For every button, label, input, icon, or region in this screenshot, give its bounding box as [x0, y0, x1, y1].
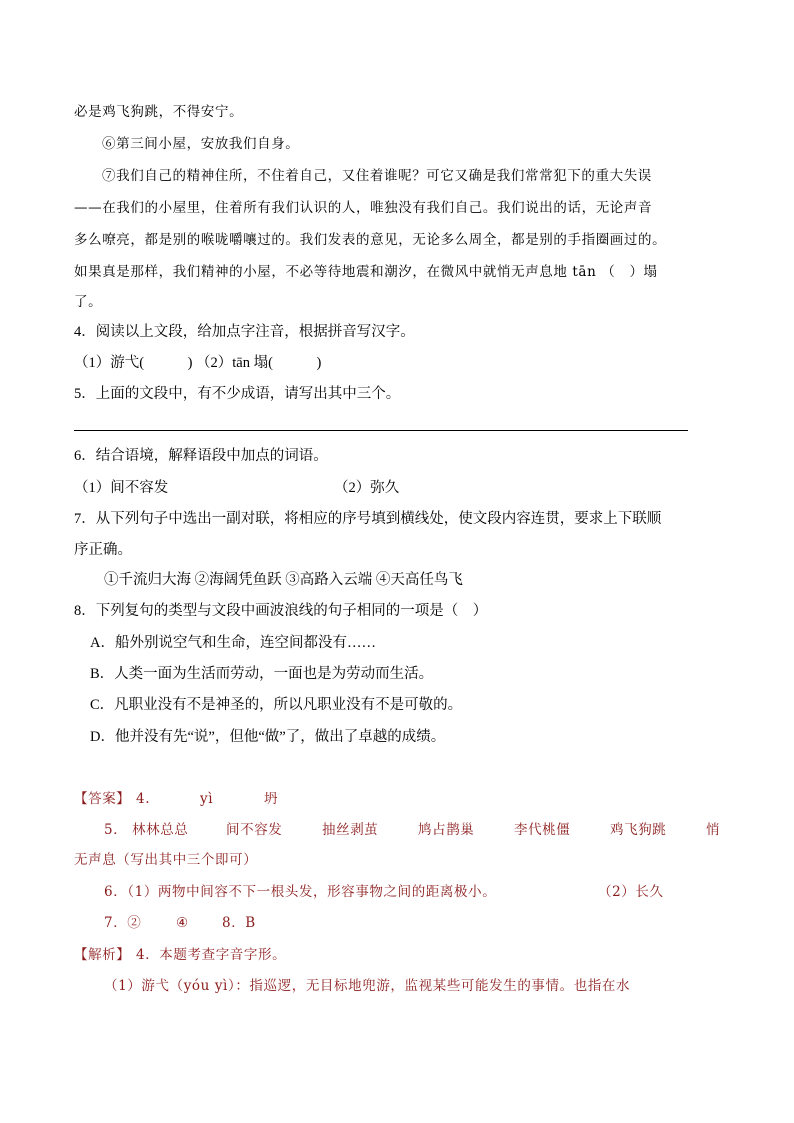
- question-8-option-b: B．人类一面为生活而劳动，一面也是为劳动而生活。: [90, 666, 434, 682]
- analysis-tag: 【解析】: [74, 947, 131, 963]
- passage-line: 了。: [74, 294, 103, 310]
- passage-line: 多么嘹亮，都是别的喉咙嚼嚷过的。我们发表的意见，无论多么周全，都是别的手指圈画过的。: [74, 232, 667, 248]
- passage-line: ⑦我们自己的精神住所，不住着自己，又住着谁呢？可它又确是我们常常犯下的重大失误: [102, 168, 652, 184]
- question-7: 7．从下列句子中选出一副对联，将相应的序号填到横线处，使文段内容连贯，要求上下联顺: [74, 511, 662, 527]
- question-7: 序正确。: [74, 542, 132, 558]
- question-6-item-a: （1）间不容发: [74, 480, 169, 496]
- answer-5-idiom: 抽丝剥茧: [322, 822, 379, 838]
- answer-5-idiom: 间不容发: [226, 822, 283, 838]
- answer-tag: 【答案】: [74, 791, 131, 807]
- question-6-item-b: （2）弥久: [334, 480, 400, 496]
- passage-line: 如果真是那样，我们精神的小屋，不必等待地震和潮汐，在微风中就悄无声息地 tān （ ）塌: [74, 264, 658, 280]
- answer-4-num: 4.: [136, 791, 151, 807]
- passage-line: ——在我们的小屋里，住着所有我们认识的人，唯独没有我们自己。我们说出的话，无论声音: [74, 200, 653, 216]
- answer-6: 6．（1）两物中间容不下一根头发，形容事物之间的距离极小。: [104, 884, 497, 900]
- question-8: 8．下列复句的类型与文段中画波浪线的句子相同的一项是（ ）: [74, 603, 488, 619]
- question-8-option-c: C．凡职业没有不是神圣的，所以凡职业没有不是可敬的。: [90, 697, 463, 713]
- passage-line: 必是鸡飞狗跳，不得安宁。: [74, 104, 244, 120]
- answer-5-idiom: 悄: [706, 822, 721, 838]
- answer-4-char: 坍: [264, 791, 279, 807]
- answer-7-b: ④: [176, 915, 189, 931]
- answer-7: 7．②: [104, 915, 142, 931]
- question-4: 4．阅读以上文段，给加点字注音，根据拼音写汉字。: [74, 324, 415, 340]
- answer-4-pinyin: yì: [200, 791, 214, 807]
- question-5: 5．上面的文段中，有不少成语，请写出其中三个。: [74, 386, 401, 402]
- answer-6-b: （2）长久: [598, 884, 664, 900]
- answer-line: [74, 430, 688, 431]
- answer-5-idiom: 鸠占鹊巢: [418, 822, 475, 838]
- answer-5-cont: 无声息（写出其中三个即可）: [74, 852, 258, 868]
- answer-5-idiom: 李代桃僵: [514, 822, 571, 838]
- answer-8: 8．B: [222, 915, 256, 931]
- question-4-items: （1）游弋( ) （2）tān 塌( ): [74, 355, 322, 371]
- question-7-options: ①千流归大海 ②海阔凭鱼跃 ③高路入云端 ④天高任鸟飞: [104, 572, 463, 588]
- analysis-4-1: （1）游弋（yóu yì）：指巡逻，无目标地兜游，监视某些可能发生的事情。也指在水: [104, 978, 631, 994]
- answer-5-idiom: 鸡飞狗跳: [610, 822, 667, 838]
- question-8-option-a: A．船外别说空气和生命，连空间都没有……: [90, 635, 376, 651]
- question-8-option-d: D．他并没有先“说”，但他“做”了，做出了卓越的成绩。: [90, 729, 446, 745]
- passage-line: ⑥第三间小屋，安放我们自身。: [102, 136, 300, 152]
- answer-5-idiom: 林林总总: [132, 822, 189, 838]
- answer-5-num: 5．: [104, 822, 128, 838]
- question-6: 6．结合语境，解释语段中加点的词语。: [74, 448, 328, 464]
- analysis-4: 4．本题考查字音字形。: [136, 947, 287, 963]
